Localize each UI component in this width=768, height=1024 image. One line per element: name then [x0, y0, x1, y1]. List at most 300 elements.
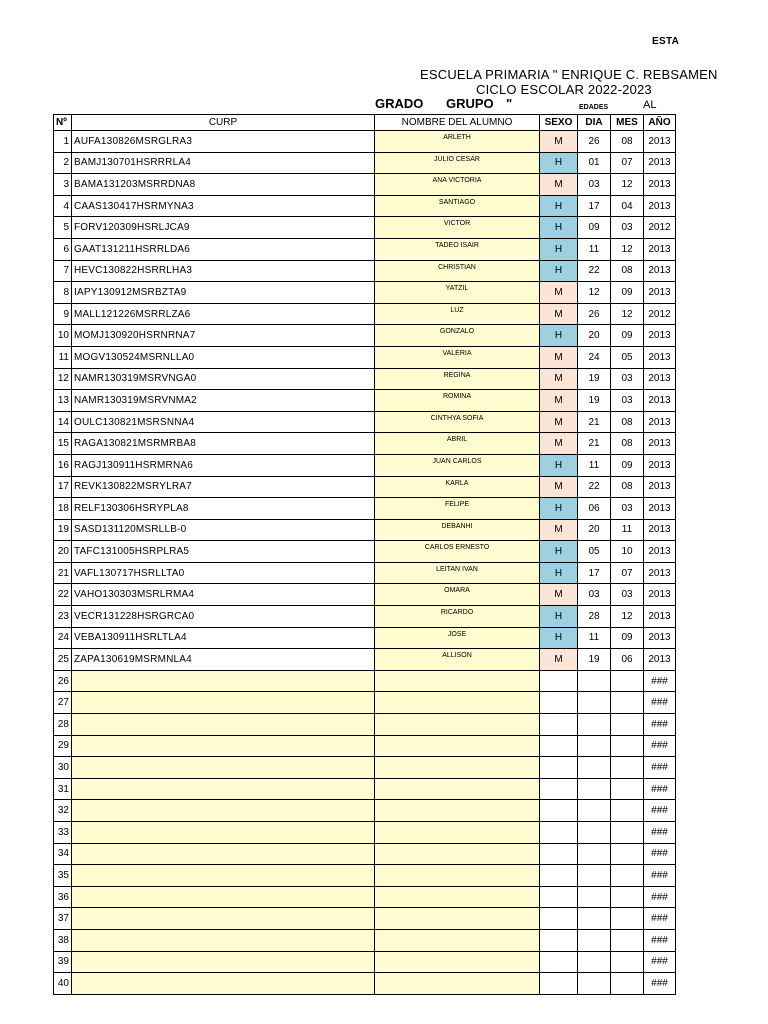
sex-cell[interactable] [540, 714, 578, 736]
birth-month-cell[interactable]: 08 [611, 131, 644, 153]
table-row [54, 390, 676, 412]
birth-year-cell[interactable]: 2013 [644, 195, 676, 217]
birth-day-cell[interactable]: 19 [578, 390, 611, 412]
birth-month-cell[interactable]: 08 [611, 433, 644, 455]
table-row [54, 865, 676, 887]
birth-day-cell[interactable]: 03 [578, 584, 611, 606]
row-number-cell[interactable]: 21 [54, 562, 72, 584]
birth-year-cell[interactable]: 2013 [644, 238, 676, 260]
birth-day-cell[interactable]: 20 [578, 325, 611, 347]
sex-cell[interactable]: H [540, 195, 578, 217]
row-number-cell[interactable]: 12 [54, 368, 72, 390]
sex-cell[interactable]: H [540, 260, 578, 282]
table-row [54, 584, 676, 606]
al-label: AL [643, 99, 657, 111]
birth-month-cell[interactable]: 10 [611, 541, 644, 563]
curp-cell[interactable]: MALL121226MSRRLZA6 [72, 303, 375, 325]
sex-cell[interactable] [540, 735, 578, 757]
birth-month-cell[interactable]: 12 [611, 303, 644, 325]
birth-month-cell[interactable]: 03 [611, 584, 644, 606]
student-name-cell[interactable] [375, 843, 540, 865]
row-number-cell[interactable]: 35 [54, 865, 72, 887]
sex-cell[interactable]: M [540, 131, 578, 153]
curp-cell[interactable] [72, 800, 375, 822]
row-number-cell[interactable]: 14 [54, 411, 72, 433]
birth-month-cell[interactable]: 12 [611, 238, 644, 260]
table-row [54, 757, 676, 779]
birth-year-cell[interactable]: 2013 [644, 346, 676, 368]
birth-year-cell[interactable]: ### [644, 951, 676, 973]
row-number-cell[interactable]: 36 [54, 886, 72, 908]
sex-cell[interactable]: H [540, 606, 578, 628]
birth-year-cell[interactable]: 2013 [644, 454, 676, 476]
column-header-month: MES [611, 115, 644, 131]
curp-cell[interactable] [72, 843, 375, 865]
row-number-cell[interactable]: 6 [54, 238, 72, 260]
sex-cell[interactable] [540, 778, 578, 800]
birth-day-cell[interactable] [578, 822, 611, 844]
birth-month-cell[interactable] [611, 778, 644, 800]
sex-cell[interactable] [540, 800, 578, 822]
row-number-cell[interactable]: 13 [54, 390, 72, 412]
birth-day-cell[interactable] [578, 843, 611, 865]
table-row [54, 411, 676, 433]
curp-cell[interactable]: BAMJ130701HSRRRLA4 [72, 152, 375, 174]
table-row [54, 778, 676, 800]
birth-month-cell[interactable]: 09 [611, 454, 644, 476]
birth-month-cell[interactable]: 08 [611, 260, 644, 282]
curp-cell[interactable]: OULC130821MSRSNNA4 [72, 411, 375, 433]
birth-year-cell[interactable]: ### [644, 800, 676, 822]
birth-year-cell[interactable]: ### [644, 692, 676, 714]
student-name-cell[interactable]: YATZIL [375, 282, 540, 304]
curp-cell[interactable]: NAMR130319MSRVNGA0 [72, 368, 375, 390]
row-number-cell[interactable]: 11 [54, 346, 72, 368]
sex-cell[interactable] [540, 822, 578, 844]
birth-month-cell[interactable] [611, 973, 644, 995]
sex-cell[interactable] [540, 865, 578, 887]
row-number-cell[interactable]: 24 [54, 627, 72, 649]
birth-day-cell[interactable]: 09 [578, 217, 611, 239]
curp-cell[interactable] [72, 822, 375, 844]
sex-cell[interactable]: H [540, 627, 578, 649]
birth-day-cell[interactable]: 20 [578, 519, 611, 541]
sex-cell[interactable] [540, 886, 578, 908]
birth-day-cell[interactable]: 11 [578, 454, 611, 476]
row-number-cell[interactable]: 9 [54, 303, 72, 325]
curp-cell[interactable]: VAFL130717HSRLLTA0 [72, 562, 375, 584]
birth-year-cell[interactable]: ### [644, 843, 676, 865]
birth-month-cell[interactable] [611, 714, 644, 736]
student-name-cell[interactable]: LUZ [375, 303, 540, 325]
student-name-cell[interactable]: DEBANHI [375, 519, 540, 541]
row-number-cell[interactable]: 18 [54, 498, 72, 520]
birth-year-cell[interactable]: ### [644, 973, 676, 995]
birth-day-cell[interactable]: 11 [578, 238, 611, 260]
birth-day-cell[interactable]: 19 [578, 649, 611, 671]
row-number-cell[interactable]: 34 [54, 843, 72, 865]
table-row [54, 217, 676, 239]
birth-month-cell[interactable]: 11 [611, 519, 644, 541]
table-row [54, 929, 676, 951]
student-name-cell[interactable] [375, 757, 540, 779]
birth-day-cell[interactable] [578, 757, 611, 779]
student-name-cell[interactable]: CHRISTIAN [375, 260, 540, 282]
birth-day-cell[interactable]: 12 [578, 282, 611, 304]
birth-month-cell[interactable]: 12 [611, 174, 644, 196]
birth-month-cell[interactable]: 07 [611, 562, 644, 584]
row-number-cell[interactable]: 20 [54, 541, 72, 563]
birth-year-cell[interactable]: ### [644, 735, 676, 757]
table-row [54, 973, 676, 995]
student-name-cell[interactable]: VICTOR [375, 217, 540, 239]
curp-cell[interactable]: ZAPA130619MSRMNLA4 [72, 649, 375, 671]
birth-day-cell[interactable]: 24 [578, 346, 611, 368]
birth-year-cell[interactable]: 2013 [644, 584, 676, 606]
birth-month-cell[interactable] [611, 735, 644, 757]
student-name-cell[interactable] [375, 886, 540, 908]
row-number-cell[interactable]: 7 [54, 260, 72, 282]
birth-year-cell[interactable]: 2013 [644, 627, 676, 649]
curp-cell[interactable]: TAFC131005HSRPLRA5 [72, 541, 375, 563]
row-number-cell[interactable]: 22 [54, 584, 72, 606]
birth-day-cell[interactable]: 26 [578, 131, 611, 153]
curp-cell[interactable]: FORV120309HSRLJCA9 [72, 217, 375, 239]
sex-cell[interactable] [540, 973, 578, 995]
birth-year-cell[interactable]: ### [644, 822, 676, 844]
birth-year-cell[interactable]: 2013 [644, 282, 676, 304]
curp-cell[interactable] [72, 908, 375, 930]
curp-cell[interactable] [72, 865, 375, 887]
curp-cell[interactable]: IAPY130912MSRBZTA9 [72, 282, 375, 304]
table-row [54, 152, 676, 174]
row-number-cell[interactable]: 26 [54, 670, 72, 692]
student-name-cell[interactable]: OMARA [375, 584, 540, 606]
sex-cell[interactable]: M [540, 649, 578, 671]
sex-cell[interactable] [540, 670, 578, 692]
birth-year-cell[interactable]: 2013 [644, 649, 676, 671]
birth-day-cell[interactable] [578, 908, 611, 930]
student-name-cell[interactable] [375, 714, 540, 736]
birth-month-cell[interactable] [611, 929, 644, 951]
birth-year-cell[interactable]: 2013 [644, 606, 676, 628]
sex-cell[interactable] [540, 692, 578, 714]
birth-day-cell[interactable] [578, 951, 611, 973]
birth-month-cell[interactable]: 03 [611, 217, 644, 239]
birth-year-cell[interactable]: 2013 [644, 152, 676, 174]
row-number-cell[interactable]: 25 [54, 649, 72, 671]
birth-day-cell[interactable]: 21 [578, 433, 611, 455]
student-name-cell[interactable]: JUAN CARLOS [375, 454, 540, 476]
birth-year-cell[interactable]: ### [644, 714, 676, 736]
sex-cell[interactable]: H [540, 325, 578, 347]
student-name-cell[interactable]: REGINA [375, 368, 540, 390]
birth-day-cell[interactable] [578, 865, 611, 887]
birth-year-cell[interactable]: ### [644, 865, 676, 887]
row-number-cell[interactable]: 40 [54, 973, 72, 995]
row-number-cell[interactable]: 4 [54, 195, 72, 217]
row-number-cell[interactable]: 10 [54, 325, 72, 347]
birth-month-cell[interactable] [611, 843, 644, 865]
birth-day-cell[interactable] [578, 735, 611, 757]
column-header-number: Nº [54, 115, 72, 131]
birth-year-cell[interactable]: 2013 [644, 368, 676, 390]
sex-cell[interactable]: M [540, 519, 578, 541]
birth-month-cell[interactable]: 09 [611, 627, 644, 649]
student-name-cell[interactable]: KARLA [375, 476, 540, 498]
curp-cell[interactable]: MOMJ130920HSRNRNA7 [72, 325, 375, 347]
birth-year-cell[interactable]: ### [644, 670, 676, 692]
row-number-cell[interactable]: 37 [54, 908, 72, 930]
birth-year-cell[interactable]: 2013 [644, 562, 676, 584]
student-name-cell[interactable] [375, 973, 540, 995]
birth-day-cell[interactable]: 28 [578, 606, 611, 628]
birth-year-cell[interactable]: 2013 [644, 325, 676, 347]
birth-year-cell[interactable]: 2013 [644, 541, 676, 563]
birth-month-cell[interactable] [611, 800, 644, 822]
student-name-cell[interactable]: ROMINA [375, 390, 540, 412]
student-name-cell[interactable]: ARLETH [375, 131, 540, 153]
student-name-cell[interactable] [375, 692, 540, 714]
row-number-cell[interactable]: 15 [54, 433, 72, 455]
sex-cell[interactable]: H [540, 238, 578, 260]
birth-month-cell[interactable]: 04 [611, 195, 644, 217]
curp-cell[interactable] [72, 929, 375, 951]
birth-year-cell[interactable]: 2013 [644, 411, 676, 433]
sex-cell[interactable] [540, 929, 578, 951]
sex-cell[interactable] [540, 843, 578, 865]
student-name-cell[interactable]: TADEO ISAIR [375, 238, 540, 260]
birth-year-cell[interactable]: 2012 [644, 217, 676, 239]
birth-month-cell[interactable]: 07 [611, 152, 644, 174]
birth-day-cell[interactable] [578, 778, 611, 800]
student-name-cell[interactable] [375, 865, 540, 887]
student-name-cell[interactable]: FELIPE [375, 498, 540, 520]
birth-day-cell[interactable] [578, 670, 611, 692]
sex-cell[interactable] [540, 908, 578, 930]
row-number-cell[interactable]: 17 [54, 476, 72, 498]
row-number-cell[interactable]: 8 [54, 282, 72, 304]
sex-cell[interactable]: H [540, 498, 578, 520]
sex-cell[interactable]: M [540, 346, 578, 368]
student-name-cell[interactable]: GONZALO [375, 325, 540, 347]
sex-cell[interactable]: M [540, 174, 578, 196]
edades-label: EDADES [579, 104, 609, 111]
row-number-cell[interactable]: 29 [54, 735, 72, 757]
table-row [54, 886, 676, 908]
sex-cell[interactable] [540, 951, 578, 973]
curp-cell[interactable]: GAAT131211HSRRLDA6 [72, 238, 375, 260]
student-name-cell[interactable] [375, 778, 540, 800]
row-number-cell[interactable]: 38 [54, 929, 72, 951]
student-name-cell[interactable]: ABRIL [375, 433, 540, 455]
birth-day-cell[interactable] [578, 800, 611, 822]
row-number-cell[interactable]: 1 [54, 131, 72, 153]
student-name-cell[interactable] [375, 929, 540, 951]
curp-cell[interactable]: REVK130822MSRYLRA7 [72, 476, 375, 498]
birth-day-cell[interactable]: 17 [578, 562, 611, 584]
curp-cell[interactable] [72, 778, 375, 800]
curp-cell[interactable] [72, 757, 375, 779]
curp-cell[interactable]: RAGA130821MSRMRBA8 [72, 433, 375, 455]
birth-month-cell[interactable] [611, 670, 644, 692]
curp-cell[interactable]: VEBA130911HSRLTLA4 [72, 627, 375, 649]
row-number-cell[interactable]: 31 [54, 778, 72, 800]
table-row [54, 627, 676, 649]
student-name-cell[interactable]: CINTHYA SOFIA [375, 411, 540, 433]
birth-day-cell[interactable]: 03 [578, 174, 611, 196]
birth-day-cell[interactable]: 22 [578, 476, 611, 498]
student-name-cell[interactable] [375, 951, 540, 973]
birth-month-cell[interactable]: 08 [611, 411, 644, 433]
birth-year-cell[interactable]: 2013 [644, 519, 676, 541]
birth-year-cell[interactable]: ### [644, 929, 676, 951]
student-name-cell[interactable]: RICARDO [375, 606, 540, 628]
birth-month-cell[interactable]: 06 [611, 649, 644, 671]
curp-cell[interactable]: NAMR130319MSRVNMA2 [72, 390, 375, 412]
row-number-cell[interactable]: 3 [54, 174, 72, 196]
birth-year-cell[interactable]: 2013 [644, 390, 676, 412]
sex-cell[interactable]: M [540, 433, 578, 455]
sex-cell[interactable]: M [540, 282, 578, 304]
student-name-cell[interactable]: JOSE [375, 627, 540, 649]
row-number-cell[interactable]: 33 [54, 822, 72, 844]
curp-cell[interactable]: VECR131228HSRGRCA0 [72, 606, 375, 628]
curp-cell[interactable] [72, 692, 375, 714]
sex-cell[interactable]: M [540, 476, 578, 498]
birth-month-cell[interactable]: 03 [611, 390, 644, 412]
birth-day-cell[interactable]: 11 [578, 627, 611, 649]
sex-cell[interactable]: H [540, 541, 578, 563]
row-number-cell[interactable]: 30 [54, 757, 72, 779]
student-name-cell[interactable] [375, 735, 540, 757]
birth-year-cell[interactable]: 2013 [644, 498, 676, 520]
top-right-heading: ESTA [652, 36, 680, 47]
birth-year-cell[interactable]: 2013 [644, 433, 676, 455]
student-name-cell[interactable] [375, 822, 540, 844]
table-row [54, 649, 676, 671]
curp-cell[interactable]: AUFA130826MSRGLRA3 [72, 131, 375, 153]
birth-month-cell[interactable]: 12 [611, 606, 644, 628]
curp-cell[interactable]: RELF130306HSRYPLA8 [72, 498, 375, 520]
birth-month-cell[interactable] [611, 865, 644, 887]
birth-day-cell[interactable]: 06 [578, 498, 611, 520]
curp-cell[interactable]: CAAS130417HSRMYNA3 [72, 195, 375, 217]
student-name-cell[interactable]: ANA VICTORIA [375, 174, 540, 196]
row-number-cell[interactable]: 5 [54, 217, 72, 239]
birth-day-cell[interactable]: 19 [578, 368, 611, 390]
birth-year-cell[interactable]: 2013 [644, 260, 676, 282]
student-name-cell[interactable] [375, 908, 540, 930]
birth-year-cell[interactable]: 2013 [644, 174, 676, 196]
birth-year-cell[interactable]: 2013 [644, 476, 676, 498]
curp-cell[interactable] [72, 973, 375, 995]
birth-year-cell[interactable]: 2013 [644, 131, 676, 153]
sex-cell[interactable]: H [540, 152, 578, 174]
birth-year-cell[interactable]: ### [644, 757, 676, 779]
birth-day-cell[interactable]: 01 [578, 152, 611, 174]
birth-month-cell[interactable]: 05 [611, 346, 644, 368]
curp-cell[interactable]: RAGJ130911HSRMRNA6 [72, 454, 375, 476]
birth-day-cell[interactable] [578, 692, 611, 714]
student-name-cell[interactable]: LEITAN IVAN [375, 562, 540, 584]
row-number-cell[interactable]: 32 [54, 800, 72, 822]
row-number-cell[interactable]: 27 [54, 692, 72, 714]
student-name-cell[interactable]: VALERIA [375, 346, 540, 368]
birth-year-cell[interactable]: 2012 [644, 303, 676, 325]
birth-month-cell[interactable]: 09 [611, 325, 644, 347]
curp-cell[interactable]: HEVC130822HSRRLHA3 [72, 260, 375, 282]
student-name-cell[interactable]: ALLISON [375, 649, 540, 671]
table-row [54, 454, 676, 476]
birth-day-cell[interactable]: 26 [578, 303, 611, 325]
row-number-cell[interactable]: 2 [54, 152, 72, 174]
sex-cell[interactable]: M [540, 390, 578, 412]
curp-cell[interactable]: SASD131120MSRLLB-0 [72, 519, 375, 541]
birth-month-cell[interactable] [611, 822, 644, 844]
curp-cell[interactable]: BAMA131203MSRRDNA8 [72, 174, 375, 196]
curp-cell[interactable] [72, 670, 375, 692]
birth-month-cell[interactable] [611, 908, 644, 930]
birth-day-cell[interactable]: 05 [578, 541, 611, 563]
birth-year-cell[interactable]: ### [644, 908, 676, 930]
birth-month-cell[interactable]: 08 [611, 476, 644, 498]
sex-cell[interactable] [540, 757, 578, 779]
student-name-cell[interactable] [375, 800, 540, 822]
sex-cell[interactable]: M [540, 411, 578, 433]
row-number-cell[interactable]: 23 [54, 606, 72, 628]
student-name-cell[interactable]: JULIO CESAR [375, 152, 540, 174]
birth-month-cell[interactable] [611, 951, 644, 973]
birth-year-cell[interactable]: ### [644, 778, 676, 800]
birth-day-cell[interactable] [578, 929, 611, 951]
curp-cell[interactable] [72, 714, 375, 736]
birth-day-cell[interactable]: 17 [578, 195, 611, 217]
table-row [54, 260, 676, 282]
sex-cell[interactable]: H [540, 454, 578, 476]
birth-month-cell[interactable] [611, 757, 644, 779]
sex-cell[interactable]: M [540, 303, 578, 325]
birth-day-cell[interactable] [578, 886, 611, 908]
curp-cell[interactable] [72, 886, 375, 908]
row-number-cell[interactable]: 16 [54, 454, 72, 476]
student-name-cell[interactable]: CARLOS ERNESTO [375, 541, 540, 563]
student-name-cell[interactable] [375, 670, 540, 692]
row-number-cell[interactable]: 28 [54, 714, 72, 736]
sex-cell[interactable]: H [540, 217, 578, 239]
sex-cell[interactable]: M [540, 368, 578, 390]
birth-day-cell[interactable]: 22 [578, 260, 611, 282]
row-number-cell[interactable]: 39 [54, 951, 72, 973]
birth-month-cell[interactable] [611, 886, 644, 908]
birth-month-cell[interactable]: 03 [611, 368, 644, 390]
birth-day-cell[interactable] [578, 973, 611, 995]
birth-day-cell[interactable] [578, 714, 611, 736]
birth-month-cell[interactable]: 03 [611, 498, 644, 520]
birth-month-cell[interactable] [611, 692, 644, 714]
curp-cell[interactable]: VAHO130303MSRLRMA4 [72, 584, 375, 606]
sex-cell[interactable]: H [540, 562, 578, 584]
birth-year-cell[interactable]: ### [644, 886, 676, 908]
curp-cell[interactable] [72, 951, 375, 973]
birth-month-cell[interactable]: 09 [611, 282, 644, 304]
sex-cell[interactable]: M [540, 584, 578, 606]
student-name-cell[interactable]: SANTIAGO [375, 195, 540, 217]
birth-day-cell[interactable]: 21 [578, 411, 611, 433]
curp-cell[interactable] [72, 735, 375, 757]
row-number-cell[interactable]: 19 [54, 519, 72, 541]
curp-cell[interactable]: MOGV130524MSRNLLA0 [72, 346, 375, 368]
